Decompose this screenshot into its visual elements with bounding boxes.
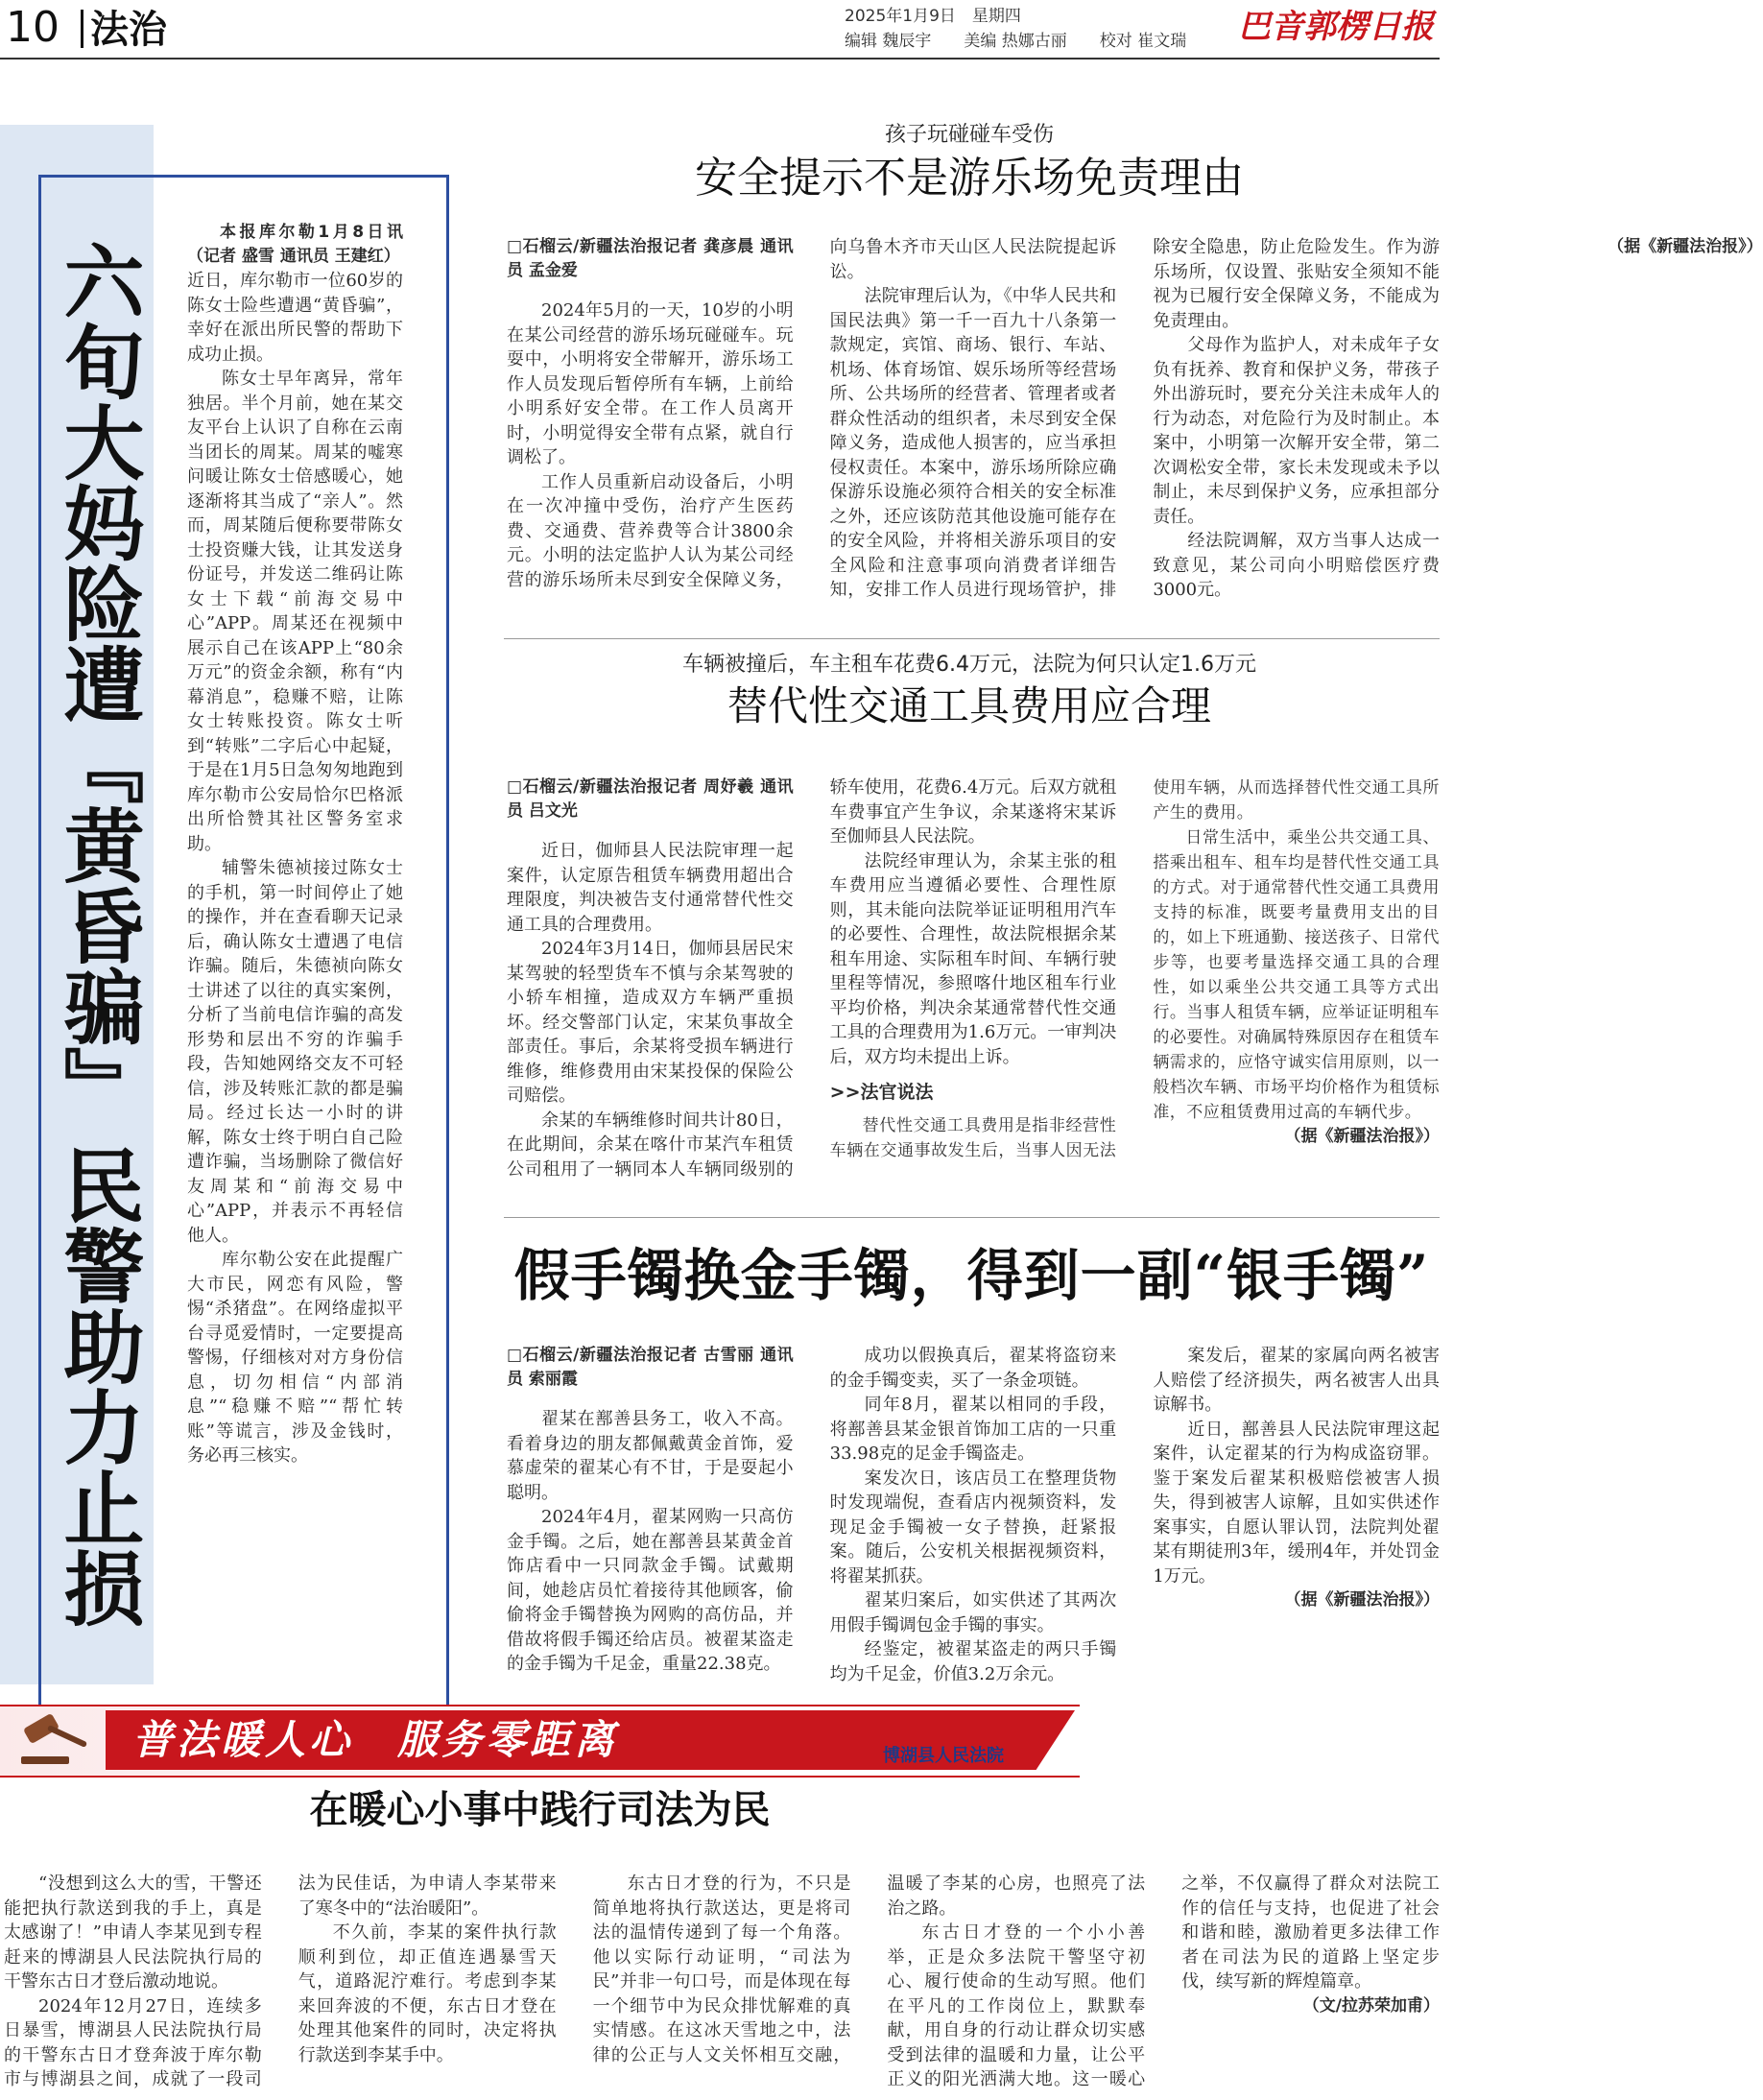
- article1-paragraph: 2024年5月的一天，10岁的小明在某公司经营的游乐场玩碰碰车。玩耍中，小明将安全带解开，游乐场工作人员发现后暂停所有车辆，上前给小明系好安全带。在工作人员离开时，小明觉得安全带有点紧，就自行调松了。: [507, 300, 794, 467]
- sidebar-headline-line1: 六旬大妈险遭『黄昏骗』: [51, 240, 145, 1127]
- article3-byline: □石榴云/新疆法治报记者 古雪丽 通讯员 索丽霞: [507, 1346, 794, 1389]
- article1-headline: 安全提示不是游乐场免责理由: [695, 154, 1244, 203]
- article1-body: [507, 235, 1763, 609]
- article2-paragraph: 法院经审理认为，余某主张的租车费用应当遵循必要性、合理性原则，其未能向法院举证证明租用汽车的必要性、合理性，故法院根据余某租车用途、实际租车时间、车辆行驶里程等情况，参照喀什地区租车行业平均价格，判决余某通常替代性交通工具的合理费用为1.6万元。一审判决后，双方均未提出上诉。: [829, 850, 1117, 1067]
- article3-paragraph: 2024年4月，翟某网购一只高仿金手镯。之后，她在鄯善县某黄金首饰店看中一只同款金手镯。试戴期间，她趁店员忙着接待其他顾客，偷偷将金手镯替换为网购的高仿品，并借故将假手镯还给店员。被翟某盗走的金手镯为千足金，重量22.38克。: [507, 1507, 794, 1674]
- sidebar-headline-line2: 民警助力止损: [51, 1144, 145, 1628]
- article1-paragraph: 法院审理后认为，《中华人民共和国民法典》第一千一百九十八条第一款规定，宾馆、商场、银行、车站、机场、体育场馆、娱乐场所等经营场所、公共场所的经营者、管理者或者群众性活动的组织者，未尽到安全保障义务，造成他人损害的，应当承担侵权责任。本案中，游乐场所除应确保游乐设施必须符合相关的安全标准之外，还应该防范其他设施可能存在的安全风险，并将相关游乐项目的安全风险和注意事项向消费者详细告知，安排工作人员进行现场管护，排除安全隐患，防止危险发生。作为游乐场所，仅设置、张贴安全须知不能视为已履行安全保障义务，不能成为免责理由。: [829, 237, 1440, 600]
- article3-paragraph: 案发后，翟某的家属向两名被害人赔偿了经济损失，两名被害人出具谅解书。: [1153, 1346, 1440, 1415]
- sidebar-paragraph: 库尔勒公安在此提醒广大市民，网恋有风险，警惕“杀猪盘”。在网络虚拟平台寻觅爱情时，一定要提高警惕，仔细核对对方身份信息，切勿相信“内部消息”“稳赚不赔”“帮忙转账”等谎言，涉及金钱时，务必再三核实。: [187, 1250, 403, 1466]
- article1-byline: □石榴云/新疆法治报记者 龚彦晨 通讯员 孟金爱: [507, 237, 794, 280]
- banner-court: 博湖县人民法院: [883, 1746, 1004, 1766]
- article3-paragraph: 案发次日，该店员工在整理货物时发现端倪，查看店内视频资料，发现足金手镯被一女子替换，赶紧报案。随后，公安机关根据视频资料，将翟某抓获。: [829, 1468, 1117, 1587]
- article2-body: [507, 776, 1440, 1198]
- article3-paragraph: 近日，鄯善县人民法院审理这起案件，认定翟某的行为构成盗窃罪。鉴于案发后翟某积极赔偿被害人损失，得到被害人谅解，且如实供述作案事实，自愿认罪认罚，法院判处翟某有期徒刑3年，缓刑4年，并处罚金1万元。: [1153, 1419, 1440, 1587]
- newspaper-logo: 巴音郭楞日报: [1238, 8, 1434, 46]
- issue-date: 2025年1月9日 星期四: [845, 7, 1021, 26]
- article1-paragraph: 工作人员重新启动设备后，小明在一次冲撞中受伤，治疗产生医药费、交通费、营养费等合计3800余元。小明的法定监护人认为某公司经营的游乐场所未尽到安全保障义务，向乌鲁木齐市天山区人民法院提起诉讼。: [507, 237, 1117, 590]
- article2-kicker: 车辆被撞后，车主租车花费6.4万元，法院为何只认定1.6万元: [682, 653, 1256, 677]
- article4-paragraph: 东古日才登的行为，不只是简单地将执行款送达，更是将司法的温情传递到了每一个角落。他以实际行动证明，“司法为民”并非一句口号，而是体现在每一个细节中为民众排忧解难的真实情感。在这冰天雪地之中，法律的公正与人文关怀相互交融，温暖了李某的心房，也照亮了法治之路。: [592, 1873, 1146, 2065]
- article3-body: [507, 1344, 1440, 1708]
- article4-paragraph: 东古日才登的一个小小善举，正是众多法院干警坚守初心、履行使命的生动写照。他们在平凡的工作岗位上，默默奉献，用自身的行动让群众切实感受到法律的温暖和力量，让公平正义的阳光洒满大地。这一暖心之举，不仅赢得了群众对法院工作的信任与支持，也促进了社会和谐和睦，激励着更多法律工作者在司法为民的道路上坚定步伐，续写新的辉煌篇章。: [887, 1873, 1440, 2089]
- article1-source: （据《新疆法治报》）: [1608, 237, 1763, 256]
- article2-source: （据《新疆法治报》）: [1284, 1127, 1440, 1146]
- sidebar-paragraph: 辅警朱德祯接过陈女士的手机，第一时间停止了她的操作，并在查看聊天记录后，确认陈女士遭遇了电信诈骗。随后，朱德祯向陈女士讲述了以往的真实案例，分析了当前电信诈骗的高发形势和层出不穷的诈骗手段，告知她网络交友不可轻信，涉及转账汇款的都是骗局。经过长达一小时的讲解，陈女士终于明白自己险遭诈骗，当场删除了微信好友周某和“前海交易中心”APP，并表示不再轻信他人。: [187, 858, 403, 1246]
- header-divider: [81, 10, 83, 48]
- article4-source: （文/拉苏荣加甫）: [1302, 1995, 1440, 2016]
- sidebar-byline: 本报库尔勒1月8日讯（记者 盛雪 通讯员 王建红）: [187, 223, 403, 266]
- article4-paragraph: 不久前，李某的案件执行款顺利到位，却正值连遇暴雪天气，道路泥泞难行。考虑到李某来回奔波的不便，东古日才登在处理其他案件的同时，决定将执行款送到李某手中。: [298, 1922, 557, 2065]
- sidebar-headline: [35, 240, 145, 1628]
- gavel-icon: [17, 1714, 100, 1768]
- page-header: [0, 0, 1440, 60]
- editor-credits: 编辑 魏辰宇 美编 热娜古丽 校对 崔文瑞: [845, 32, 1187, 51]
- article4-headline: 在暖心小事中践行司法为民: [309, 1788, 771, 1832]
- judge-comment-paragraph: 替代性交通工具费用是指非经营性车辆在交通事故发生后，当事人因无法使用车辆，从而选择替代性交通工具所产生的费用。: [829, 778, 1440, 1160]
- article2-byline: □石榴云/新疆法治报记者 周妤羲 通讯员 吕文光: [507, 777, 794, 821]
- section-title: 法治: [90, 8, 167, 52]
- article3-paragraph: 同年8月，翟某以相同的手段，将鄯善县某金银首饰加工店的一只重33.98克的足金手镯盗走。: [829, 1395, 1117, 1464]
- article3-paragraph: 经鉴定，被翟某盗走的两只手镯均为千足金，价值3.2万余元。: [829, 1639, 1117, 1684]
- sidebar-paragraph: 近日，库尔勒市一位60岁的陈女士险些遭遇“黄昏骗”，幸好在派出所民警的帮助下成功止损。: [187, 271, 403, 365]
- article1-paragraph: 经法院调解，双方当事人达成一致意见，某公司向小明赔偿医疗费3000元。: [1153, 531, 1440, 600]
- article3-paragraph: 翟某归案后，如实供述了其两次用假手镯调包金手镯的事实。: [829, 1590, 1117, 1635]
- sidebar-paragraph: 陈女士早年离异，常年独居。半个月前，她在某交友平台上认识了自称在云南当团长的周某。周某的嘘寒问暖让陈女士倍感暖心，她逐渐将其当成了“亲人”。然而，周某随后便称要带陈女士投资赚大钱，让其发送身份证号，并发送二维码让陈女士下载“前海交易中心”APP。周某还在视频中展示自己在该APP上“80余万元”的资金余额，称有“内幕消息”，稳赚不赔，让陈女士转账投资。陈女士听到“转账”二字后心中起疑，于是在1月5日急匆匆地跑到库尔勒市公安局恰尔巴格派出所恰赞其社区警务室求助。: [187, 369, 403, 854]
- article3-source: （据《新疆法治报》）: [1284, 1590, 1440, 1610]
- promo-banner: [0, 1705, 1080, 1778]
- banner-slogan: 普法暖人心 服务零距离: [132, 1716, 619, 1763]
- article3-paragraph: 成功以假换真后，翟某将盗窃来的金手镯变卖，买了一条金项链。: [829, 1346, 1117, 1391]
- header-rule: [0, 58, 1440, 60]
- article3-headline: 假手镯换金手镯，得到一副“银手镯”: [513, 1243, 1430, 1308]
- article2-paragraph: 近日，伽师县人民法院审理一起案件，认定原告租赁车辆费用超出合理限度，判决被告支付通常替代性交通工具的合理费用。: [507, 841, 794, 935]
- article2-paragraph: 余某的车辆维修时间共计80日，在此期间，余某在喀什市某汽车租赁公司租用了一辆同本人车辆同级别的轿车使用，花费6.4万元。后双方就租车费事宜产生争议，余某遂将宋某诉至伽师县人民法院。: [507, 777, 1117, 1180]
- article3-paragraph: 翟某在鄯善县务工，收入不高。看着身边的朋友都佩戴黄金首饰，爱慕虚荣的翟某心有不甘，于是耍起小聪明。: [507, 1409, 794, 1503]
- sidebar-article-body: [187, 221, 403, 1468]
- article1-paragraph: 父母作为监护人，对未成年子女负有抚养、教育和保护义务，带孩子外出游玩时，要充分关注未成年人的行为动态，对危险行为及时制止。本案中，小明第一次解开安全带，第二次调松安全带，家长未发现或未予以制止，未尽到保护义务，应承担部分责任。: [1153, 335, 1440, 527]
- article2-paragraph: 2024年3月14日，伽师县居民宋某驾驶的轻型货车不慎与余某驾驶的小轿车相撞，造成双方车辆严重损坏。经交警部门认定，宋某负事故全部责任。事后，余某将受损车辆进行维修，维修费用由宋某投保的保险公司赔偿。: [507, 939, 794, 1106]
- article4-paragraph: 2024年12月27日，连续多日暴雪，博湖县人民法院执行局的干警东古日才登奔波于库尔勒市与博湖县之间，成就了一段司法为民佳话，为申请人李某带来了寒冬中的“法治暖阳”。: [4, 1873, 557, 2089]
- page-number: 10: [6, 3, 60, 52]
- article4-body: [4, 1872, 1440, 2098]
- article2-headline: 替代性交通工具费用应合理: [727, 682, 1211, 729]
- article2-divider: [504, 1217, 1440, 1218]
- judge-comment-title: >>法官说法: [829, 1082, 934, 1103]
- judge-comment-paragraph: 日常生活中，乘坐公共交通工具、搭乘出租车、租车均是替代性交通工具的方式。对于通常替代性交通工具费用支持的标准，既要考量费用支出的目的，如上下班通勤、接送孩子、日常代步等，也要考量选择交通工具的合理性，如以乘坐公共交通工具等方式出行。当事人租赁车辆，应举证证明租车的必要性。对确属特殊原因存在租赁车辆需求的，应恪守诚实信用原则，以一般档次车辆、市场平均价格作为租赁标准，不应租赁费用过高的车辆代步。: [1153, 828, 1440, 1122]
- article1-kicker: 孩子玩碰碰车受伤: [884, 123, 1054, 147]
- article1-divider: [504, 638, 1440, 639]
- article4-paragraph: “没想到这么大的雪，干警还能把执行款送到我的手上，真是太感谢了！”申请人李某见到专程赶来的博湖县人民法院执行局的干警东古日才登后激动地说。: [4, 1873, 262, 1992]
